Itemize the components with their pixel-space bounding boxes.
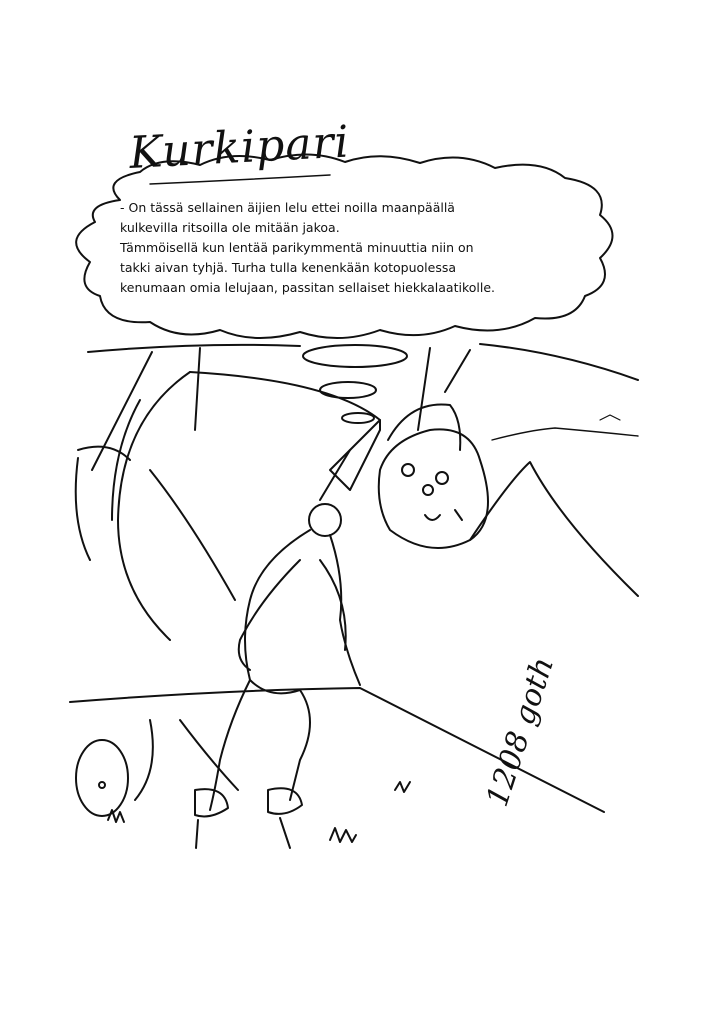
pilot-goggle-right [436,472,448,484]
grass-3 [395,782,410,792]
pilot-figure-body [245,530,310,693]
speech-line: kenumaan omia lelujaan, passitan sellaiset hiekkalaatikolle. [120,280,495,295]
speech-line: Tämmöisellä kun lentää parikymmentä minuuttia niin on [120,240,474,255]
upper-wing [88,344,638,380]
fuselage [118,372,190,640]
thought-bubble-small [342,413,374,423]
landing-wheel [76,740,128,816]
speech-line: takki aivan tyhjä. Turha tulla kenenkään kotopuolessa [120,260,457,275]
grass-1 [108,810,124,822]
speech-line: kulkevilla ritsoilla ole mitään jakoa. [120,220,340,235]
pilot-goggle-left [402,464,414,476]
propeller-blade [330,420,380,490]
mountains [492,428,638,440]
pilot-figure-leg-right [290,690,310,800]
thought-bubble-medium [320,382,376,398]
comic-title: Kurkipari [128,116,351,179]
artist-signature: 1208 goth [480,653,562,811]
grass-2 [330,828,356,842]
tail-fin [470,462,638,596]
pilot-figure-head [309,504,341,536]
speech-text [120,198,590,298]
pilot-boot-right [268,788,302,814]
speech-line: - On tässä sellainen äijien lelu ettei noilla maanpäällä [120,200,455,215]
thought-bubble-large [303,345,407,367]
